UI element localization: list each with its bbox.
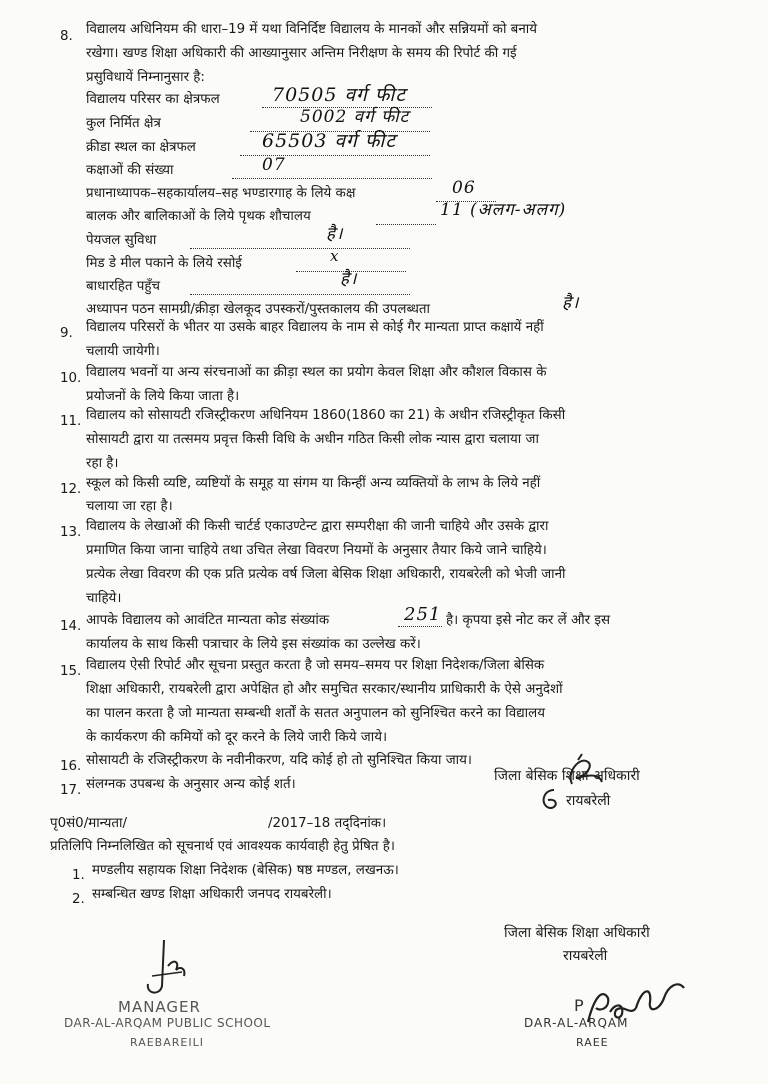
item-15-line-3: का पालन करता है जो मान्यता सम्बन्धी शर्तों के सतत अनुपालन को सुनिश्चित करने का विद्यालय — [86, 706, 545, 721]
item-8-line-1: विद्यालय अधिनियम की धारा–19 में यथा विनिर्दिष्ट विद्यालय के मानकों और सन्नियमों को बनाये — [86, 22, 537, 37]
item-13-line-3: प्रत्येक लेखा विवरण की एक प्रति प्रत्येक वर्ष जिला बेसिक शिक्षा अधिकारी, रायबरेली को भेजी जानी — [86, 567, 566, 582]
recipient-1-text: मण्डलीय सहायक शिक्षा निदेशक (बेसिक) षष्ठ मण्डल, लखनऊ। — [92, 863, 399, 878]
fill-line — [398, 626, 442, 627]
facility-label-classrooms: कक्षाओं की संख्या — [86, 163, 174, 178]
signature-2-place: रायबरेली — [563, 948, 608, 964]
item-12-number: 12. — [60, 482, 82, 497]
facility-value-barrier-free: है। — [340, 269, 358, 289]
facility-value-classrooms: 07 — [262, 155, 286, 175]
item-11-line-3: रहा है। — [86, 456, 119, 471]
signature-1-place: रायबरेली — [566, 793, 611, 809]
manager-signature — [134, 936, 194, 1000]
facility-label-kitchen: मिड डे मील पकाने के लिये रसोई — [86, 256, 242, 271]
facility-label-playground-area: क्रीडा स्थल का क्षेत्रफल — [86, 140, 196, 155]
item-12-line-2: चलाया जा रहा है। — [86, 499, 173, 514]
item-10-number: 10. — [60, 371, 82, 386]
facility-label-drinking-water: पेयजल सुविधा — [86, 233, 157, 248]
principal-stamp-school: DAR-AL-ARQAM — [524, 1016, 629, 1030]
facility-value-playground-area: 65503 वर्ग फीट — [262, 130, 396, 152]
memo-date: /2017–18 तद्‌दिनांक। — [268, 816, 387, 831]
facility-label-barrier-free: बाधारहित पहुँच — [86, 279, 160, 294]
fill-line — [190, 248, 410, 249]
principal-stamp-city: RAEE — [576, 1036, 609, 1049]
item-13-line-1: विद्यालय के लेखाओं की किसी चार्टर्ड एकाउण्टेन्ट द्वारा सम्परीक्षा की जानी चाहिये और उसके द्वारा — [86, 519, 549, 534]
item-11-line-2: सोसायटी द्वारा या तत्समय प्रवृत्त किसी विधि के अधीन गठित किसी लोक न्यास द्वारा चलाया जा — [86, 432, 539, 447]
fill-line — [376, 224, 436, 225]
memo-reference: पृ0सं0/मान्यता/ — [50, 816, 128, 831]
signature-2-title: जिला बेसिक शिक्षा अधिकारी — [504, 925, 650, 941]
item-8-line-2: रखेगा। खण्ड शिक्षा अधिकारी की आख्यानुसार अन्तिम निरीक्षण के समय की रिपोर्ट की गई — [86, 46, 517, 61]
item-9-line-2: चलायी जायेगी। — [86, 344, 160, 359]
item-9-number: 9. — [60, 326, 73, 341]
item-13-line-2: प्रमाणित किया जाना चाहिये तथा उचित लेखा विवरण नियमों के अनुसार तैयार किये जाने चाहिये। — [86, 543, 547, 558]
facility-label-campus-area: विद्यालय परिसर का क्षेत्रफल — [86, 92, 220, 107]
item-15-line-1: विद्यालय ऐसी रिपोर्ट और सूचना प्रस्तुत करता है जो समय–समय पर शिक्षा निदेशक/जिला बेसिक — [86, 658, 545, 673]
item-8-line-3: प्रसुविधायें निम्नानुसार है: — [86, 70, 205, 85]
facility-value-drinking-water: है। — [326, 224, 344, 244]
facility-value-office-room: 06 — [452, 178, 476, 198]
recipient-1-number: 1. — [72, 868, 85, 883]
item-12-line-1: स्कूल को किसी व्यष्टि, व्यष्टियों के समूह या संगम या किन्हीं अन्य व्यक्तियों के लाभ के लिये नहीं — [86, 476, 541, 491]
facility-value-built-area: 5002 वर्ग फीट — [300, 107, 410, 127]
item-13-line-4: चाहिये। — [86, 591, 122, 606]
officer-initials-1 — [536, 786, 562, 812]
item-17-line-1: संलग्नक उपबन्ध के अनुसार अन्य कोई शर्त। — [86, 777, 296, 792]
item-14-number: 14. — [60, 619, 82, 634]
recipient-2-text: सम्बन्धित खण्ड शिक्षा अधिकारी जनपद रायबरेली। — [92, 887, 332, 902]
facility-label-office-room: प्रधानाध्यापक–सहकार्यालय–सह भण्डारगाह के लिये कक्ष — [86, 186, 356, 201]
item-15-number: 15. — [60, 664, 82, 679]
recipient-2-number: 2. — [72, 892, 85, 907]
fill-line — [190, 294, 410, 295]
facility-value-toilets: 11 (अलग-अलग) — [440, 200, 567, 220]
fill-line — [232, 178, 432, 179]
item-11-line-1: विद्यालय को सोसायटी रजिस्ट्रीकरण अधिनियम 1860(1860 का 21) के अधीन रजिस्ट्रीकृत किसी — [86, 408, 566, 423]
facility-value-campus-area: 70505 वर्ग फीट — [272, 84, 406, 106]
item-17-number: 17. — [60, 783, 82, 798]
item-9-line-1: विद्यालय परिसरों के भीतर या उसके बाहर विद्यालय के नाम से कोई गैर मान्यता प्राप्त कक्षायें नहीं — [86, 320, 544, 335]
facility-value-teaching-material: है। — [562, 293, 580, 313]
signature-1-title: जिला बेसिक शिक्षा अधिकारी — [494, 768, 640, 784]
manager-stamp-school: DAR-AL-ARQAM PUBLIC SCHOOL — [64, 1016, 271, 1030]
item-14-line-1-start: आपके विद्यालय को आवंटित मान्यता कोड संख्यांक — [86, 613, 330, 628]
item-11-number: 11. — [60, 414, 82, 429]
item-14-code-value: 251 — [404, 604, 442, 625]
manager-stamp-city: RAEBAREILI — [130, 1036, 204, 1049]
item-14-line-1-end: है। कृपया इसे नोट कर लें और इस — [446, 613, 611, 628]
facility-label-teaching-material: अध्यापन पठन सामग्री/क्रीड़ा खेलकूद उपस्करों/पुस्तकालय की उपलब्धता — [86, 302, 431, 317]
manager-stamp-title: MANAGER — [118, 998, 201, 1016]
item-13-number: 13. — [60, 525, 82, 540]
item-10-line-2: प्रयोजनों के लिये किया जाता है। — [86, 389, 240, 404]
item-10-line-1: विद्यालय भवनों या अन्य संरचनाओं का क्रीड़ा स्थल का प्रयोग केवल शिक्षा और कौशल विकास के — [86, 365, 547, 380]
item-14-line-2: कार्यालय के साथ किसी पत्राचार के लिये इस संख्यांक का उल्लेख करें। — [86, 637, 421, 652]
principal-stamp-title: P — [574, 996, 585, 1015]
facility-label-toilets: बालक और बालिकाओं के लिये पृथक शौचालय — [86, 209, 311, 224]
item-15-line-2: शिक्षा अधिकारी, रायबरेली द्वारा अपेक्षित हो और समुचित सरकार/स्थानीय प्राधिकारी के ऐसे अनुदेशों — [86, 682, 563, 697]
facility-label-built-area: कुल निर्मित क्षेत्र — [86, 116, 161, 131]
item-16-line-1: सोसायटी के रजिस्ट्रीकरण के नवीनीकरण, यदि कोई हो तो सुनिश्चित किया जाय। — [86, 753, 472, 768]
item-16-number: 16. — [60, 759, 82, 774]
memo-copy-intro: प्रतिलिपि निम्नलिखित को सूचनार्थ एवं आवश्यक कार्यवाही हेतु प्रेषित है। — [50, 839, 395, 854]
item-8-number: 8. — [60, 29, 73, 44]
item-15-line-4: के कार्यकरण की कमियों को दूर करने के लिये जारी किये जाये। — [86, 730, 388, 745]
facility-value-kitchen: x — [330, 247, 340, 265]
